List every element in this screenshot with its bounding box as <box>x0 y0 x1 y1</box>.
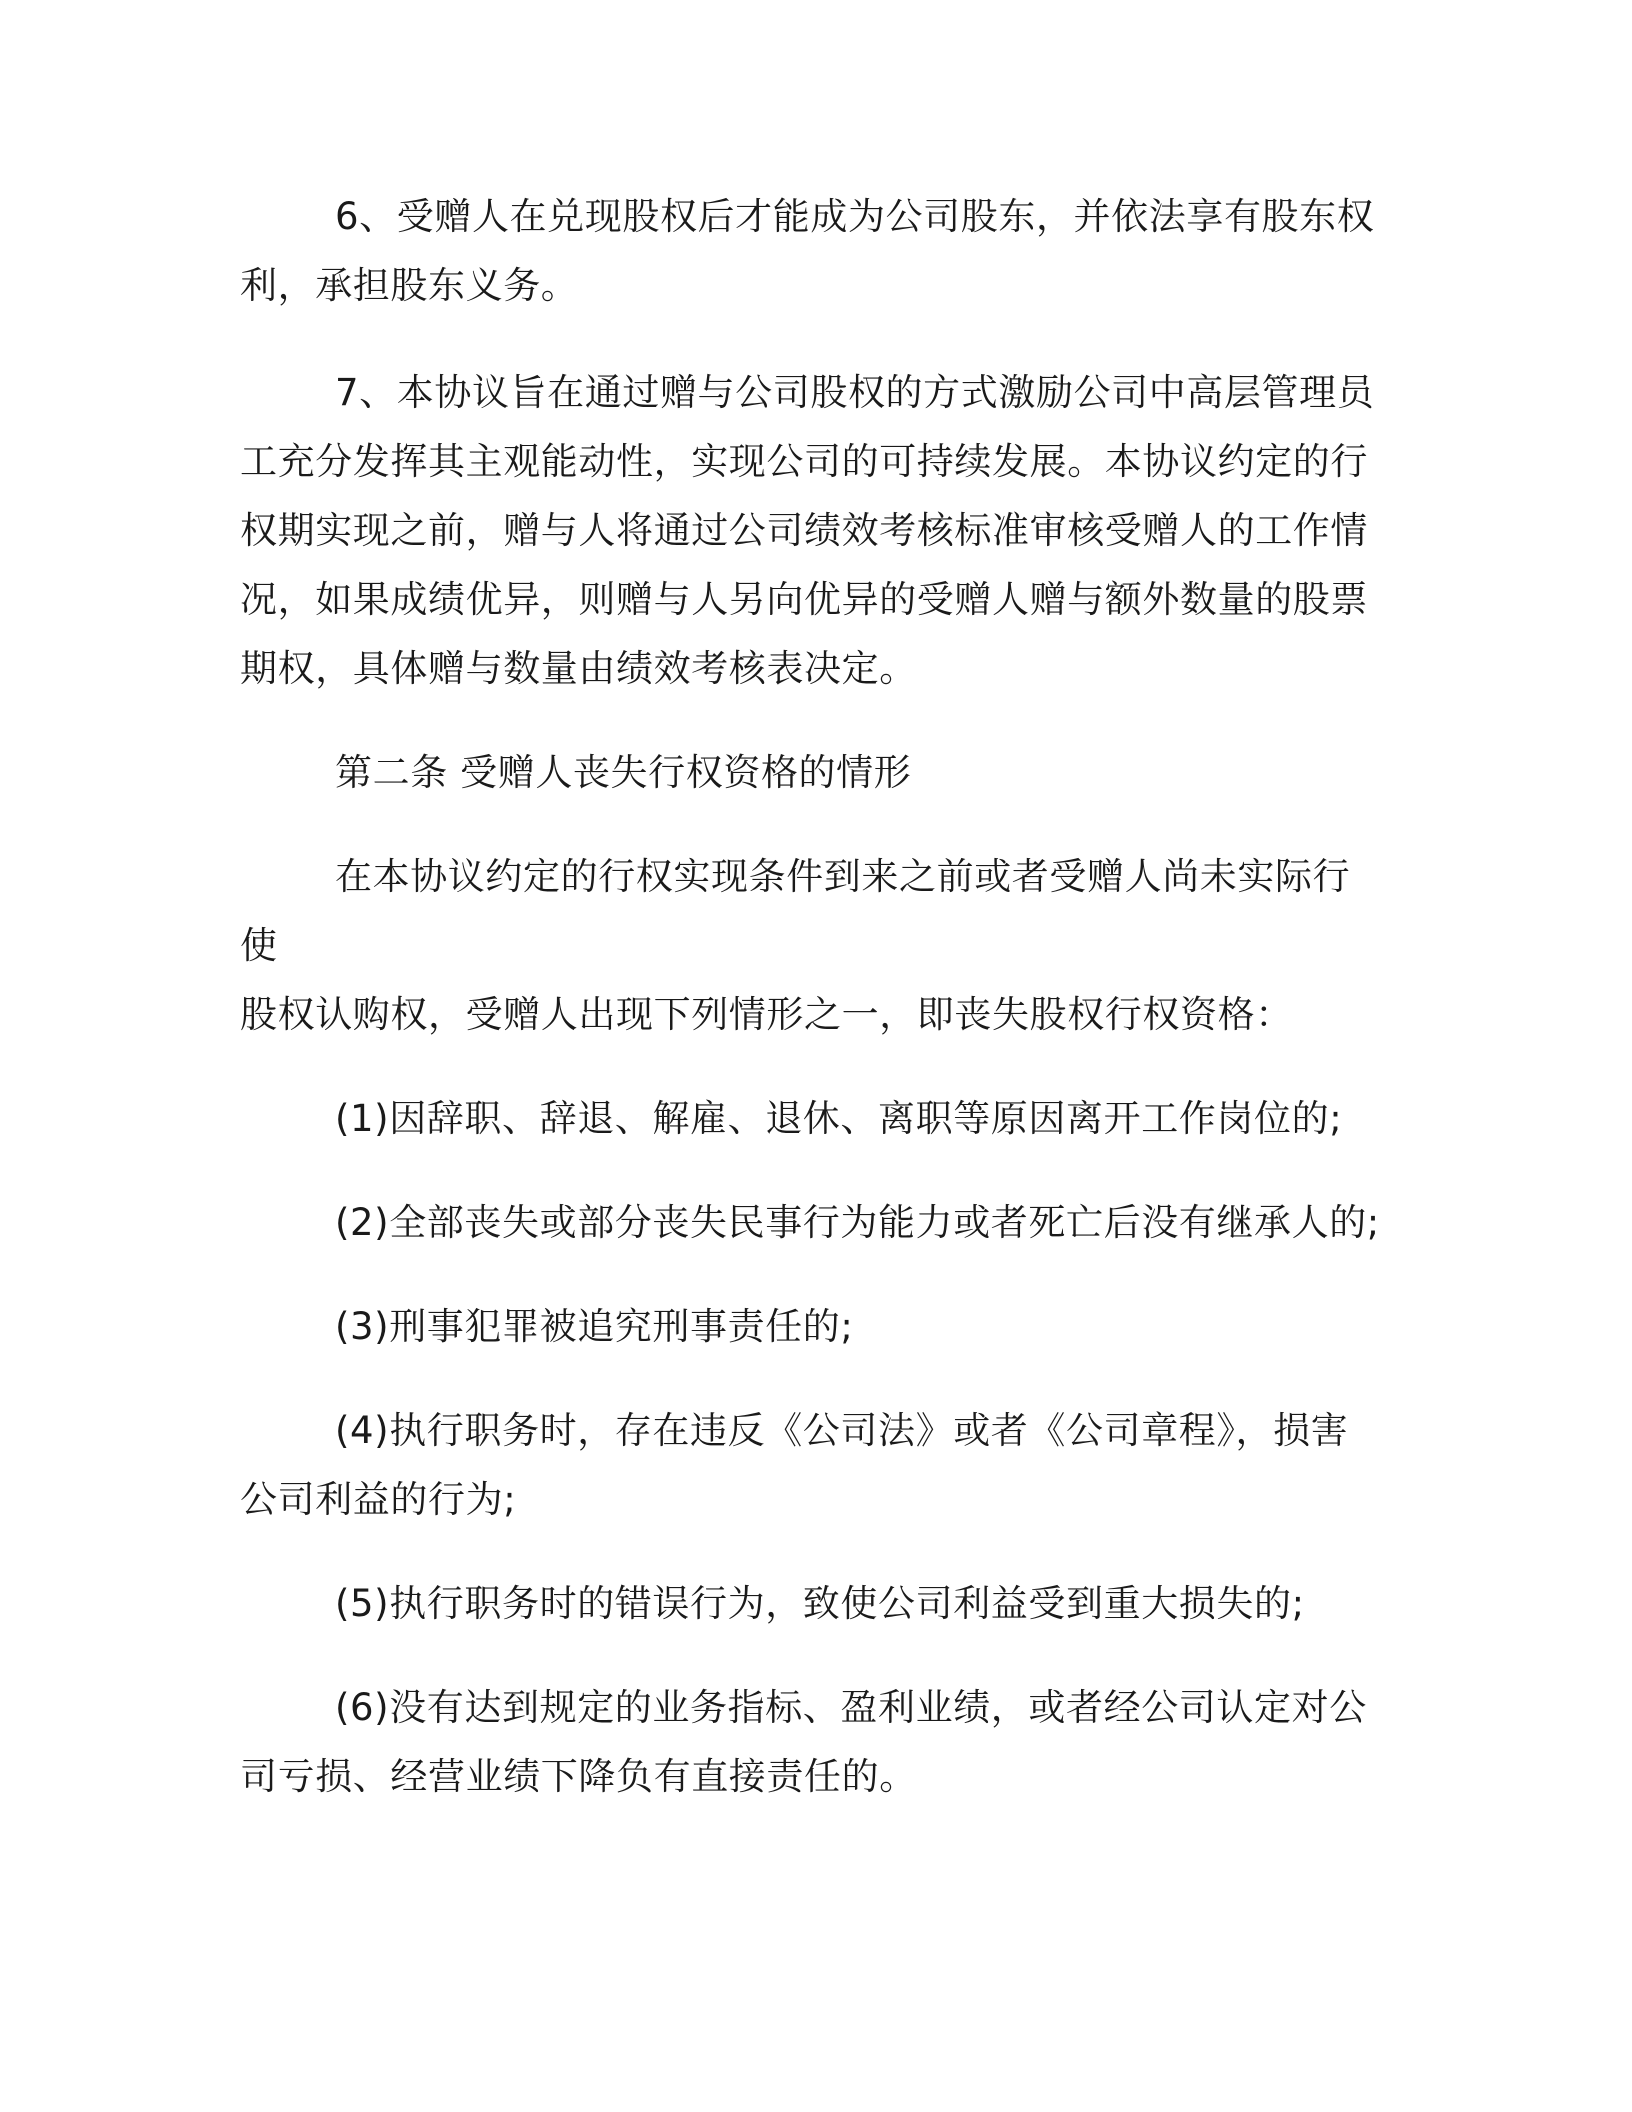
text-line: 权期实现之前，赠与人将通过公司绩效考核标准审核受赠人的工作情 <box>240 509 1368 552</box>
text-line: (5)执行职务时的错误行为，致使公司利益受到重大损失的; <box>335 1582 1305 1625</box>
text-line: 利，承担股东义务。 <box>240 264 579 307</box>
paragraph-clause-6 <box>240 182 1380 320</box>
text-line: (2)全部丧失或部分丧失民事行为能力或者死亡后没有继承人的; <box>335 1201 1380 1244</box>
text-line: 在本协议约定的行权实现条件到来之前或者受赠人尚未实际行使 <box>240 855 1351 967</box>
text-line: (3)刑事犯罪被追究刑事责任的; <box>335 1305 854 1348</box>
list-item-5 <box>240 1569 1380 1638</box>
text-line: 司亏损、经营业绩下降负有直接责任的。 <box>240 1755 917 1798</box>
list-item-1 <box>240 1084 1380 1153</box>
text-line: 6、受赠人在兑现股权后才能成为公司股东，并依法享有股东权 <box>335 195 1375 238</box>
text-line: 股权认购权，受赠人出现下列情形之一，即丧失股权行权资格： <box>240 993 1293 1036</box>
text-line: 7、本协议旨在通过赠与公司股权的方式激励公司中高层管理员 <box>335 371 1375 414</box>
text-line: 公司利益的行为; <box>240 1478 517 1521</box>
list-item-2 <box>240 1188 1380 1257</box>
text-line: (4)执行职务时，存在违反《公司法》或者《公司章程》，损害 <box>335 1409 1349 1452</box>
text-line: 工充分发挥其主观能动性，实现公司的可持续发展。本协议约定的行 <box>240 440 1368 483</box>
heading-text: 第二条 受赠人丧失行权资格的情形 <box>335 751 912 794</box>
document-body <box>240 182 1380 1811</box>
text-line: (6)没有达到规定的业务指标、盈利业绩，或者经公司认定对公 <box>335 1686 1367 1729</box>
paragraph-article-2-intro <box>240 842 1380 1049</box>
text-line: 况，如果成绩优异，则赠与人另向优异的受赠人赠与额外数量的股票 <box>240 578 1368 621</box>
paragraph-clause-7 <box>240 358 1380 703</box>
text-line: 期权，具体赠与数量由绩效考核表决定。 <box>240 647 917 690</box>
list-item-6 <box>240 1673 1380 1811</box>
list-item-3 <box>240 1292 1380 1361</box>
list-item-4 <box>240 1396 1380 1534</box>
text-line: (1)因辞职、辞退、解雇、退休、离职等原因离开工作岗位的; <box>335 1097 1343 1140</box>
section-heading-article-2 <box>240 738 1380 807</box>
